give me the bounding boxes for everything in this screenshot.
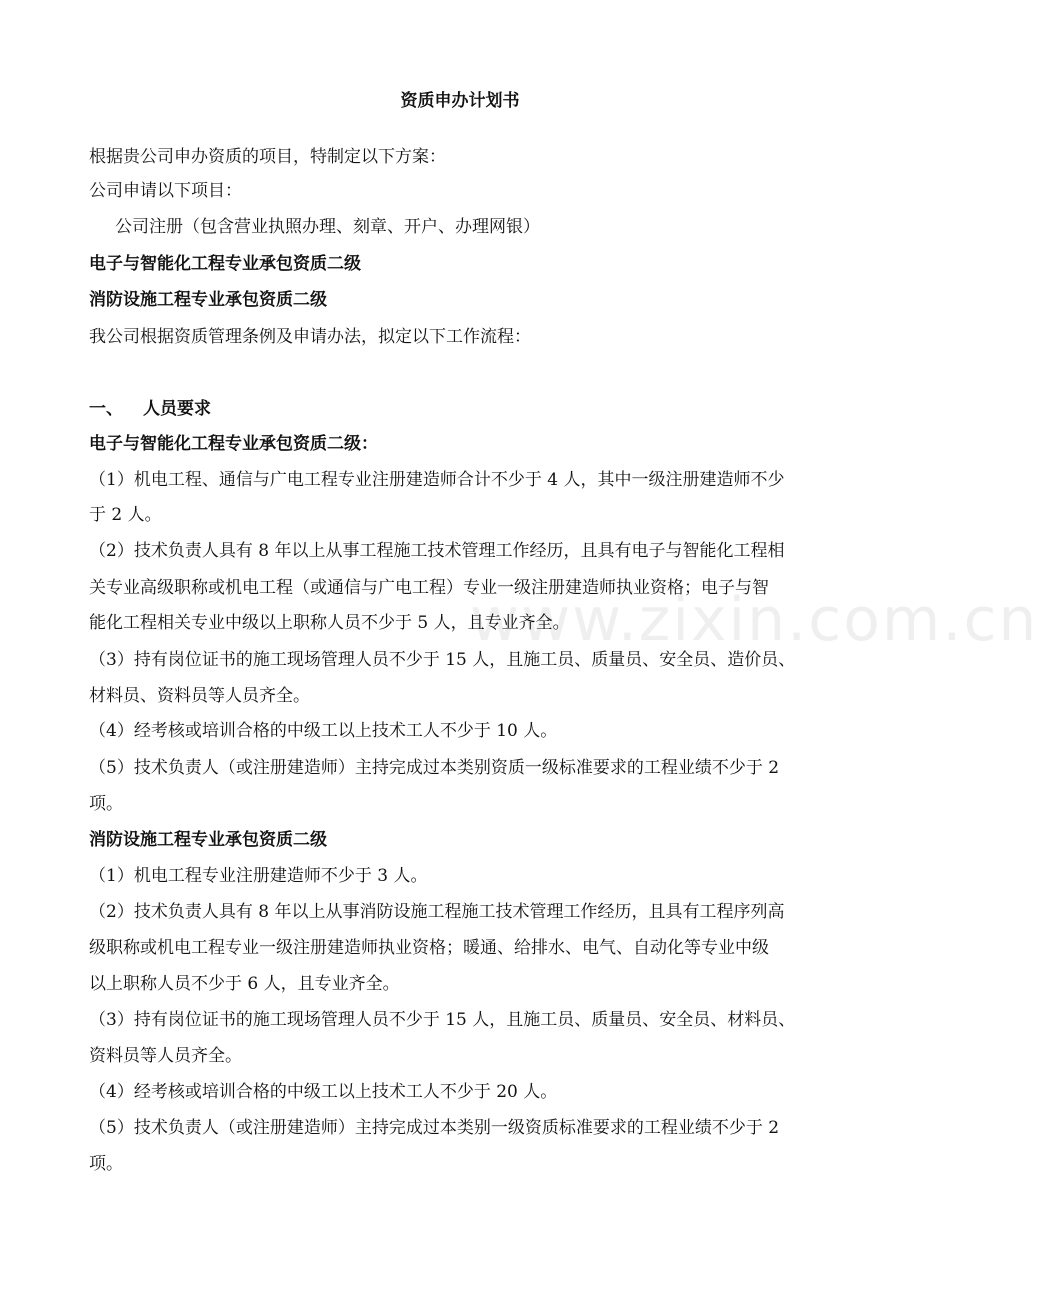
requirement-line: （2）技术负责人具有 8 年以上从事消防设施工程施工技术管理工作经历，且具有工程序列高 [89, 902, 785, 922]
requirement-line: 项。 [89, 794, 123, 814]
watermark: www.zixin.com.cn [470, 585, 1038, 655]
intro-line: 公司申请以下项目： [89, 181, 242, 201]
requirement-line: 以上职称人员不少于 6 人，且专业齐全。 [89, 974, 400, 994]
requirement-line: 项。 [89, 1154, 123, 1174]
requirement-line: 于 2 人。 [89, 505, 162, 525]
section-heading [89, 395, 211, 423]
requirement-line: （1）机电工程、通信与广电工程专业注册建造师合计不少于 4 人，其中一级注册建造师不少 [89, 470, 785, 490]
section-title: 人员要求 [143, 399, 211, 419]
requirement-line: 能化工程相关专业中级以上职称人员不少于 5 人，且专业齐全。 [89, 613, 570, 633]
group-title: 电子与智能化工程专业承包资质二级： [89, 434, 378, 454]
requirement-line: 关专业高级职称或机电工程（或通信与广电工程）专业一级注册建造师执业资格；电子与智 [89, 578, 769, 598]
requirement-line: 级职称或机电工程专业一级注册建造师执业资格；暖通、给排水、电气、自动化等专业中级 [89, 938, 769, 958]
requirement-line: 材料员、资料员等人员齐全。 [89, 686, 310, 706]
section-number: 一、 [89, 399, 123, 419]
project-item: 消防设施工程专业承包资质二级 [89, 290, 327, 310]
requirement-line: （4）经考核或培训合格的中级工以上技术工人不少于 10 人。 [89, 721, 558, 741]
requirement-line: （1）机电工程专业注册建造师不少于 3 人。 [89, 866, 428, 886]
requirement-line: （5）技术负责人（或注册建造师）主持完成过本类别资质一级标准要求的工程业绩不少于 2 [89, 758, 780, 778]
intro-line: 根据贵公司申办资质的项目，特制定以下方案： [89, 147, 446, 167]
document-title: 资质申办计划书 [400, 91, 520, 111]
requirement-line: （5）技术负责人（或注册建造师）主持完成过本类别一级资质标准要求的工程业绩不少于 2 [89, 1118, 780, 1138]
requirement-line: （4）经考核或培训合格的中级工以上技术工人不少于 20 人。 [89, 1082, 558, 1102]
requirement-line: （3）持有岗位证书的施工现场管理人员不少于 15 人，且施工员、质量员、安全员、造价员、 [89, 650, 796, 670]
project-item: 电子与智能化工程专业承包资质二级 [89, 254, 361, 274]
requirement-line: 资料员等人员齐全。 [89, 1046, 242, 1066]
intro-line: 公司注册（包含营业执照办理、刻章、开户、办理网银） [115, 217, 540, 237]
requirement-line: （2）技术负责人具有 8 年以上从事工程施工技术管理工作经历，且具有电子与智能化工程相 [89, 541, 785, 561]
group-title: 消防设施工程专业承包资质二级 [89, 830, 327, 850]
requirement-line: （3）持有岗位证书的施工现场管理人员不少于 15 人，且施工员、质量员、安全员、材料员、 [89, 1010, 796, 1030]
process-intro: 我公司根据资质管理条例及申请办法，拟定以下工作流程： [89, 327, 531, 347]
